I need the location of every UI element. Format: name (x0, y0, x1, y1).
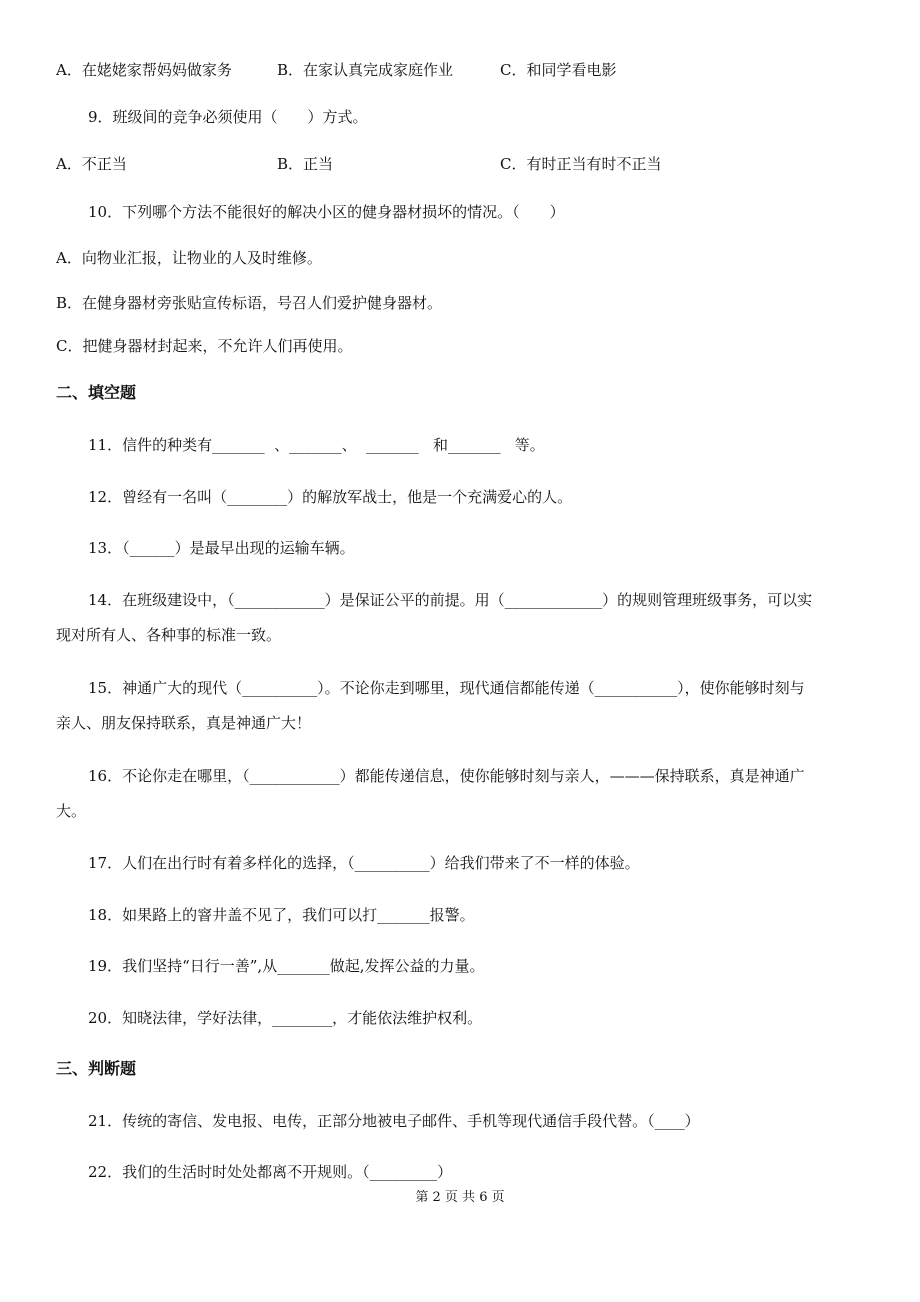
q8-option-c: C．和同学看电影 (500, 61, 617, 79)
q17-text: 17．人们在出行时有着多样化的选择，（__________）给我们带来了不一样的体验。 (88, 854, 640, 872)
q21-text: 21．传统的寄信、发电报、电传，正部分地被电子邮件、手机等现代通信手段代替。（____） (88, 1112, 700, 1130)
q14-line2: 现对所有人、各种事的标准一致。 (56, 626, 282, 644)
q9-question: 9．班级间的竞争必须使用（ ）方式。 (88, 108, 368, 126)
q16-line2: 大。 (56, 802, 87, 820)
q15-line2: 亲人、朋友保持联系，真是神通广大！ (56, 714, 312, 732)
q18-text: 18．如果路上的窨井盖不见了，我们可以打_______报警。 (88, 906, 475, 924)
q10-question: 10．下列哪个方法不能很好的解决小区的健身器材损坏的情况。（ ） (88, 203, 565, 221)
section-fill-blank-title: 二、填空题 (56, 383, 137, 402)
q22-text: 22．我们的生活时时处处都离不开规则。（_________） (88, 1163, 453, 1181)
q14-line1: 14．在班级建设中，（____________）是保证公平的前提。用（_____________）的规则管理班级事务，可以实 (88, 591, 813, 609)
q10-option-c: C．把健身器材封起来，不允许人们再使用。 (56, 337, 353, 355)
q11-text: 11．信件的种类有_______ 、_______、 _______ 和_______ 等。 (88, 436, 545, 454)
q8-option-b: B．在家认真完成家庭作业 (277, 61, 454, 79)
q9-option-c: C．有时正当有时不正当 (500, 155, 662, 173)
q9-option-b: B．正当 (277, 155, 334, 173)
page-footer: 第 2 页 共 6 页 (415, 1190, 505, 1205)
q8-option-a: A．在姥姥家帮妈妈做家务 (56, 61, 232, 79)
q19-text: 19．我们坚持“日行一善”,从_______做起,发挥公益的力量。 (88, 957, 485, 975)
q10-option-b: B．在健身器材旁张贴宣传标语，号召人们爱护健身器材。 (56, 294, 443, 312)
q10-option-a: A．向物业汇报，让物业的人及时维修。 (56, 249, 322, 267)
q16-line1: 16．不论你走在哪里，（____________）都能传递信息，使你能够时刻与亲人，———保持联系，真是神通广 (88, 767, 805, 785)
q12-text: 12．曾经有一名叫（________）的解放军战士，他是一个充满爱心的人。 (88, 488, 573, 506)
section-judge-title: 三、判断题 (56, 1059, 137, 1078)
q13-text: 13．（______）是最早出现的运输车辆。 (88, 539, 355, 557)
q9-option-a: A．不正当 (56, 155, 127, 173)
q15-line1: 15．神通广大的现代（__________）。不论你走到哪里，现代通信都能传递（___________），使你能够时刻与 (88, 679, 805, 697)
q20-text: 20．知晓法律，学好法律，________，才能依法维护权利。 (88, 1009, 483, 1027)
